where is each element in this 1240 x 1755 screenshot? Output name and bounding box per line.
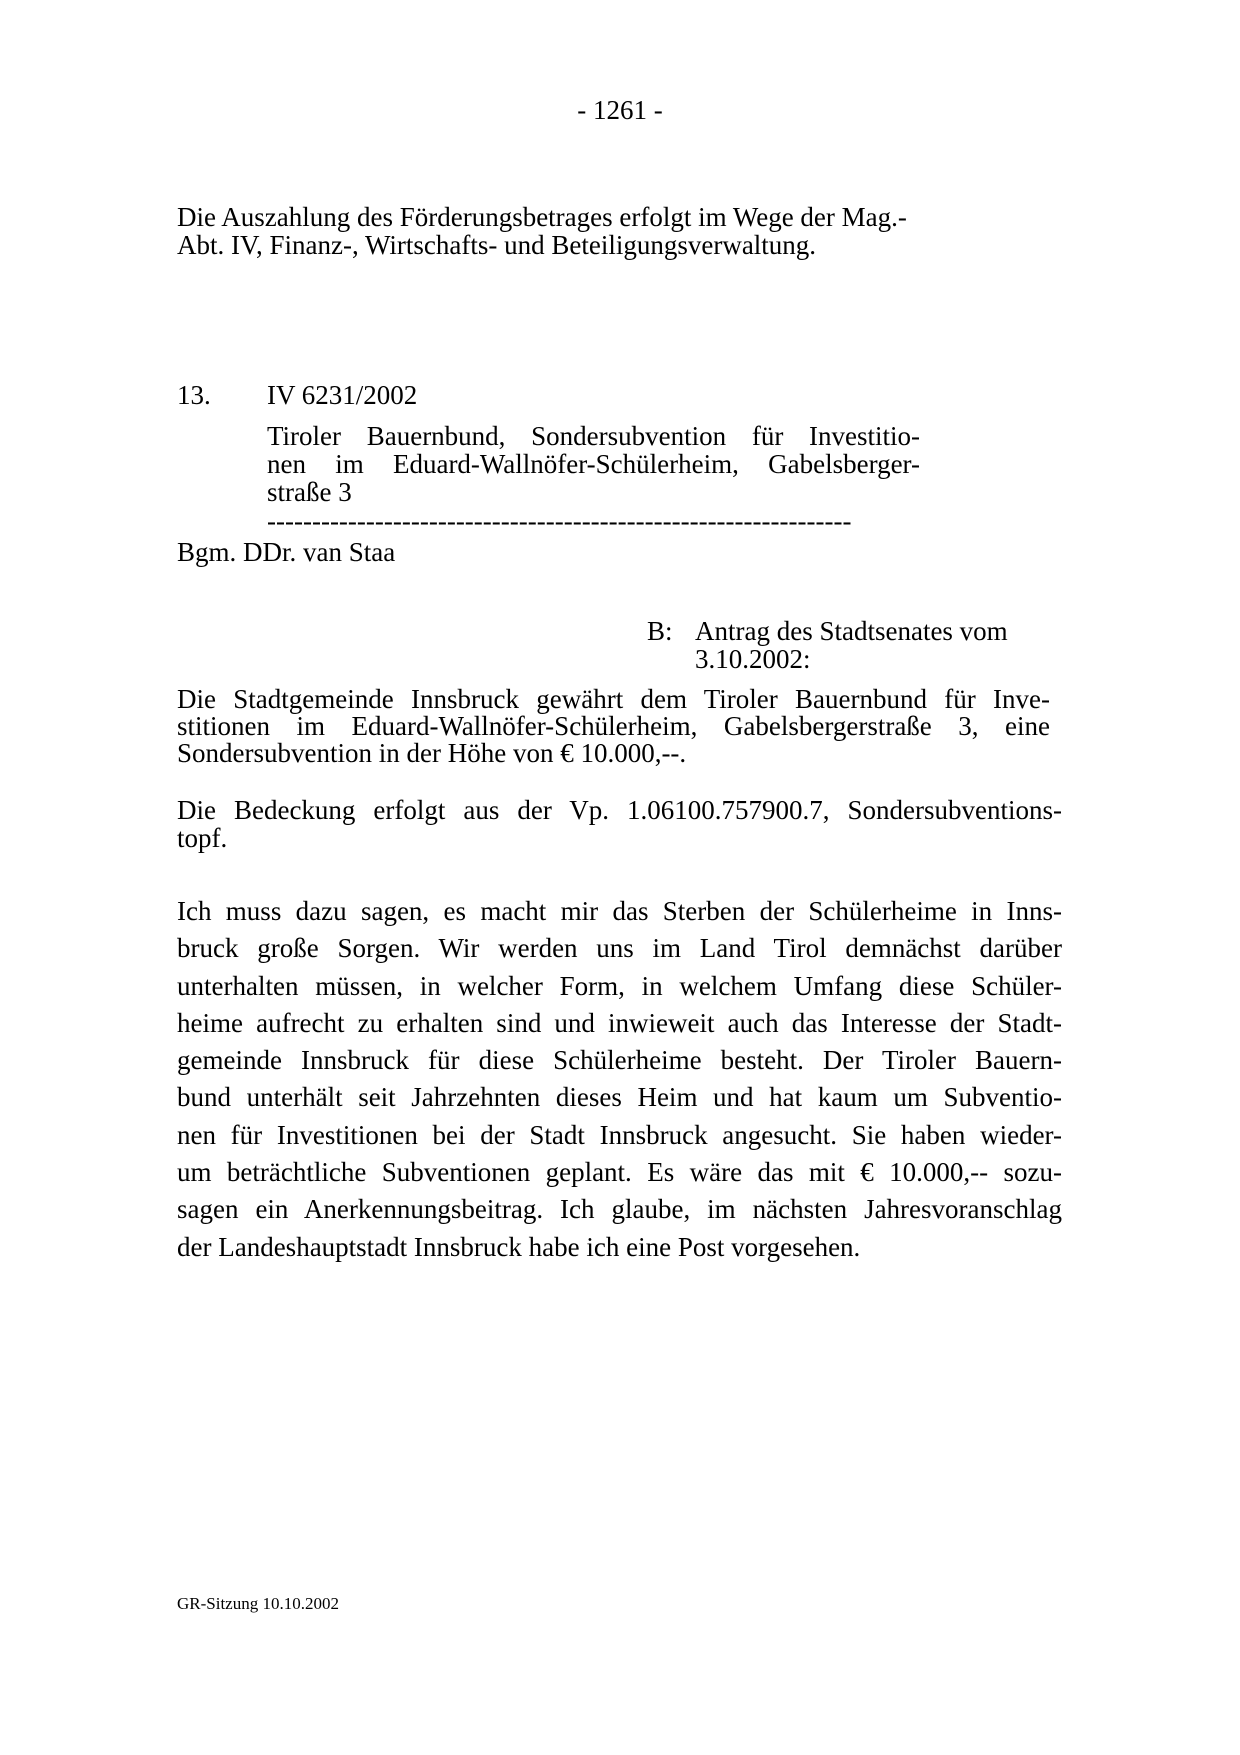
agenda-item-reference: IV 6231/2002 [267, 380, 418, 410]
agenda-item-title [267, 422, 920, 506]
intro-line: Die Auszahlung des Förderungsbetrages erfolgt im Wege der Mag.- [177, 202, 907, 232]
agenda-item-title-line: Tiroler Bauernbund, Sondersubvention für Investitio- [267, 421, 920, 451]
motion-text-line: Sondersubvention in der Höhe von € 10.000,--. [177, 738, 687, 768]
speech-line: sagen ein Anerkennungsbeitrag. Ich glaube, im nächsten Jahresvoranschlag [177, 1194, 1062, 1225]
speaker-name: Bgm. DDr. van Staa [177, 537, 396, 567]
speech-paragraph [177, 893, 1062, 1266]
speech-line: Ich muss dazu sagen, es macht mir das Sterben der Schülerheime in Inns- [177, 896, 1062, 926]
page-number: - 1261 - [577, 95, 663, 125]
speech-line: um beträchtliche Subventionen geplant. Es wäre das mit € 10.000,-- sozu- [177, 1157, 1062, 1188]
page-footer: GR-Sitzung 10.10.2002 [177, 1594, 339, 1613]
motion-text [177, 686, 1050, 767]
motion-text-line: Die Stadtgemeinde Innsbruck gewährt dem Tiroler Bauernbund für Inve- [177, 684, 1050, 714]
motion-label-line: Antrag des Stadtsenates vom [695, 616, 1008, 646]
speech-line: bund unterhält seit Jahrzehnten dieses Heim und hat kaum um Subventio- [177, 1082, 1062, 1113]
dashed-divider: ----------------------------------------------------------------- [267, 508, 852, 535]
coverage-paragraph [177, 796, 1062, 852]
agenda-item-number: 13. [177, 380, 211, 410]
agenda-item-title-line: nen im Eduard-Wallnöfer-Schülerheim, Gabelsberger- [267, 449, 920, 479]
speech-line: bruck große Sorgen. Wir werden uns im Land Tirol demnächst darüber [177, 933, 1062, 964]
intro-paragraph [177, 203, 977, 259]
motion-text-line: stitionen im Eduard-Wallnöfer-Schülerheim, Gabelsbergerstraße 3, eine [177, 711, 1050, 741]
motion-date: 3.10.2002: [695, 644, 811, 674]
coverage-line: Die Bedeckung erfolgt aus der Vp. 1.06100.757900.7, Sondersubventions- [177, 795, 1062, 825]
coverage-line: topf. [177, 823, 228, 853]
speech-line: nen für Investitionen bei der Stadt Innsbruck angesucht. Sie haben wieder- [177, 1119, 1062, 1150]
speech-line: unterhalten müssen, in welcher Form, in welchem Umfang diese Schüler- [177, 970, 1062, 1001]
intro-line: Abt. IV, Finanz-, Wirtschafts- und Beteiligungsverwaltung. [177, 230, 817, 260]
agenda-item-title-line: straße 3 [267, 477, 352, 507]
speech-line: gemeinde Innsbruck für diese Schülerheime besteht. Der Tiroler Bauern- [177, 1045, 1062, 1076]
speech-line: der Landeshauptstadt Innsbruck habe ich eine Post vorgesehen. [177, 1231, 861, 1262]
speech-line: heime aufrecht zu erhalten sind und inwieweit auch das Interesse der Stadt- [177, 1007, 1062, 1038]
motion-letter: B: [647, 616, 673, 646]
motion-label [647, 617, 1067, 673]
